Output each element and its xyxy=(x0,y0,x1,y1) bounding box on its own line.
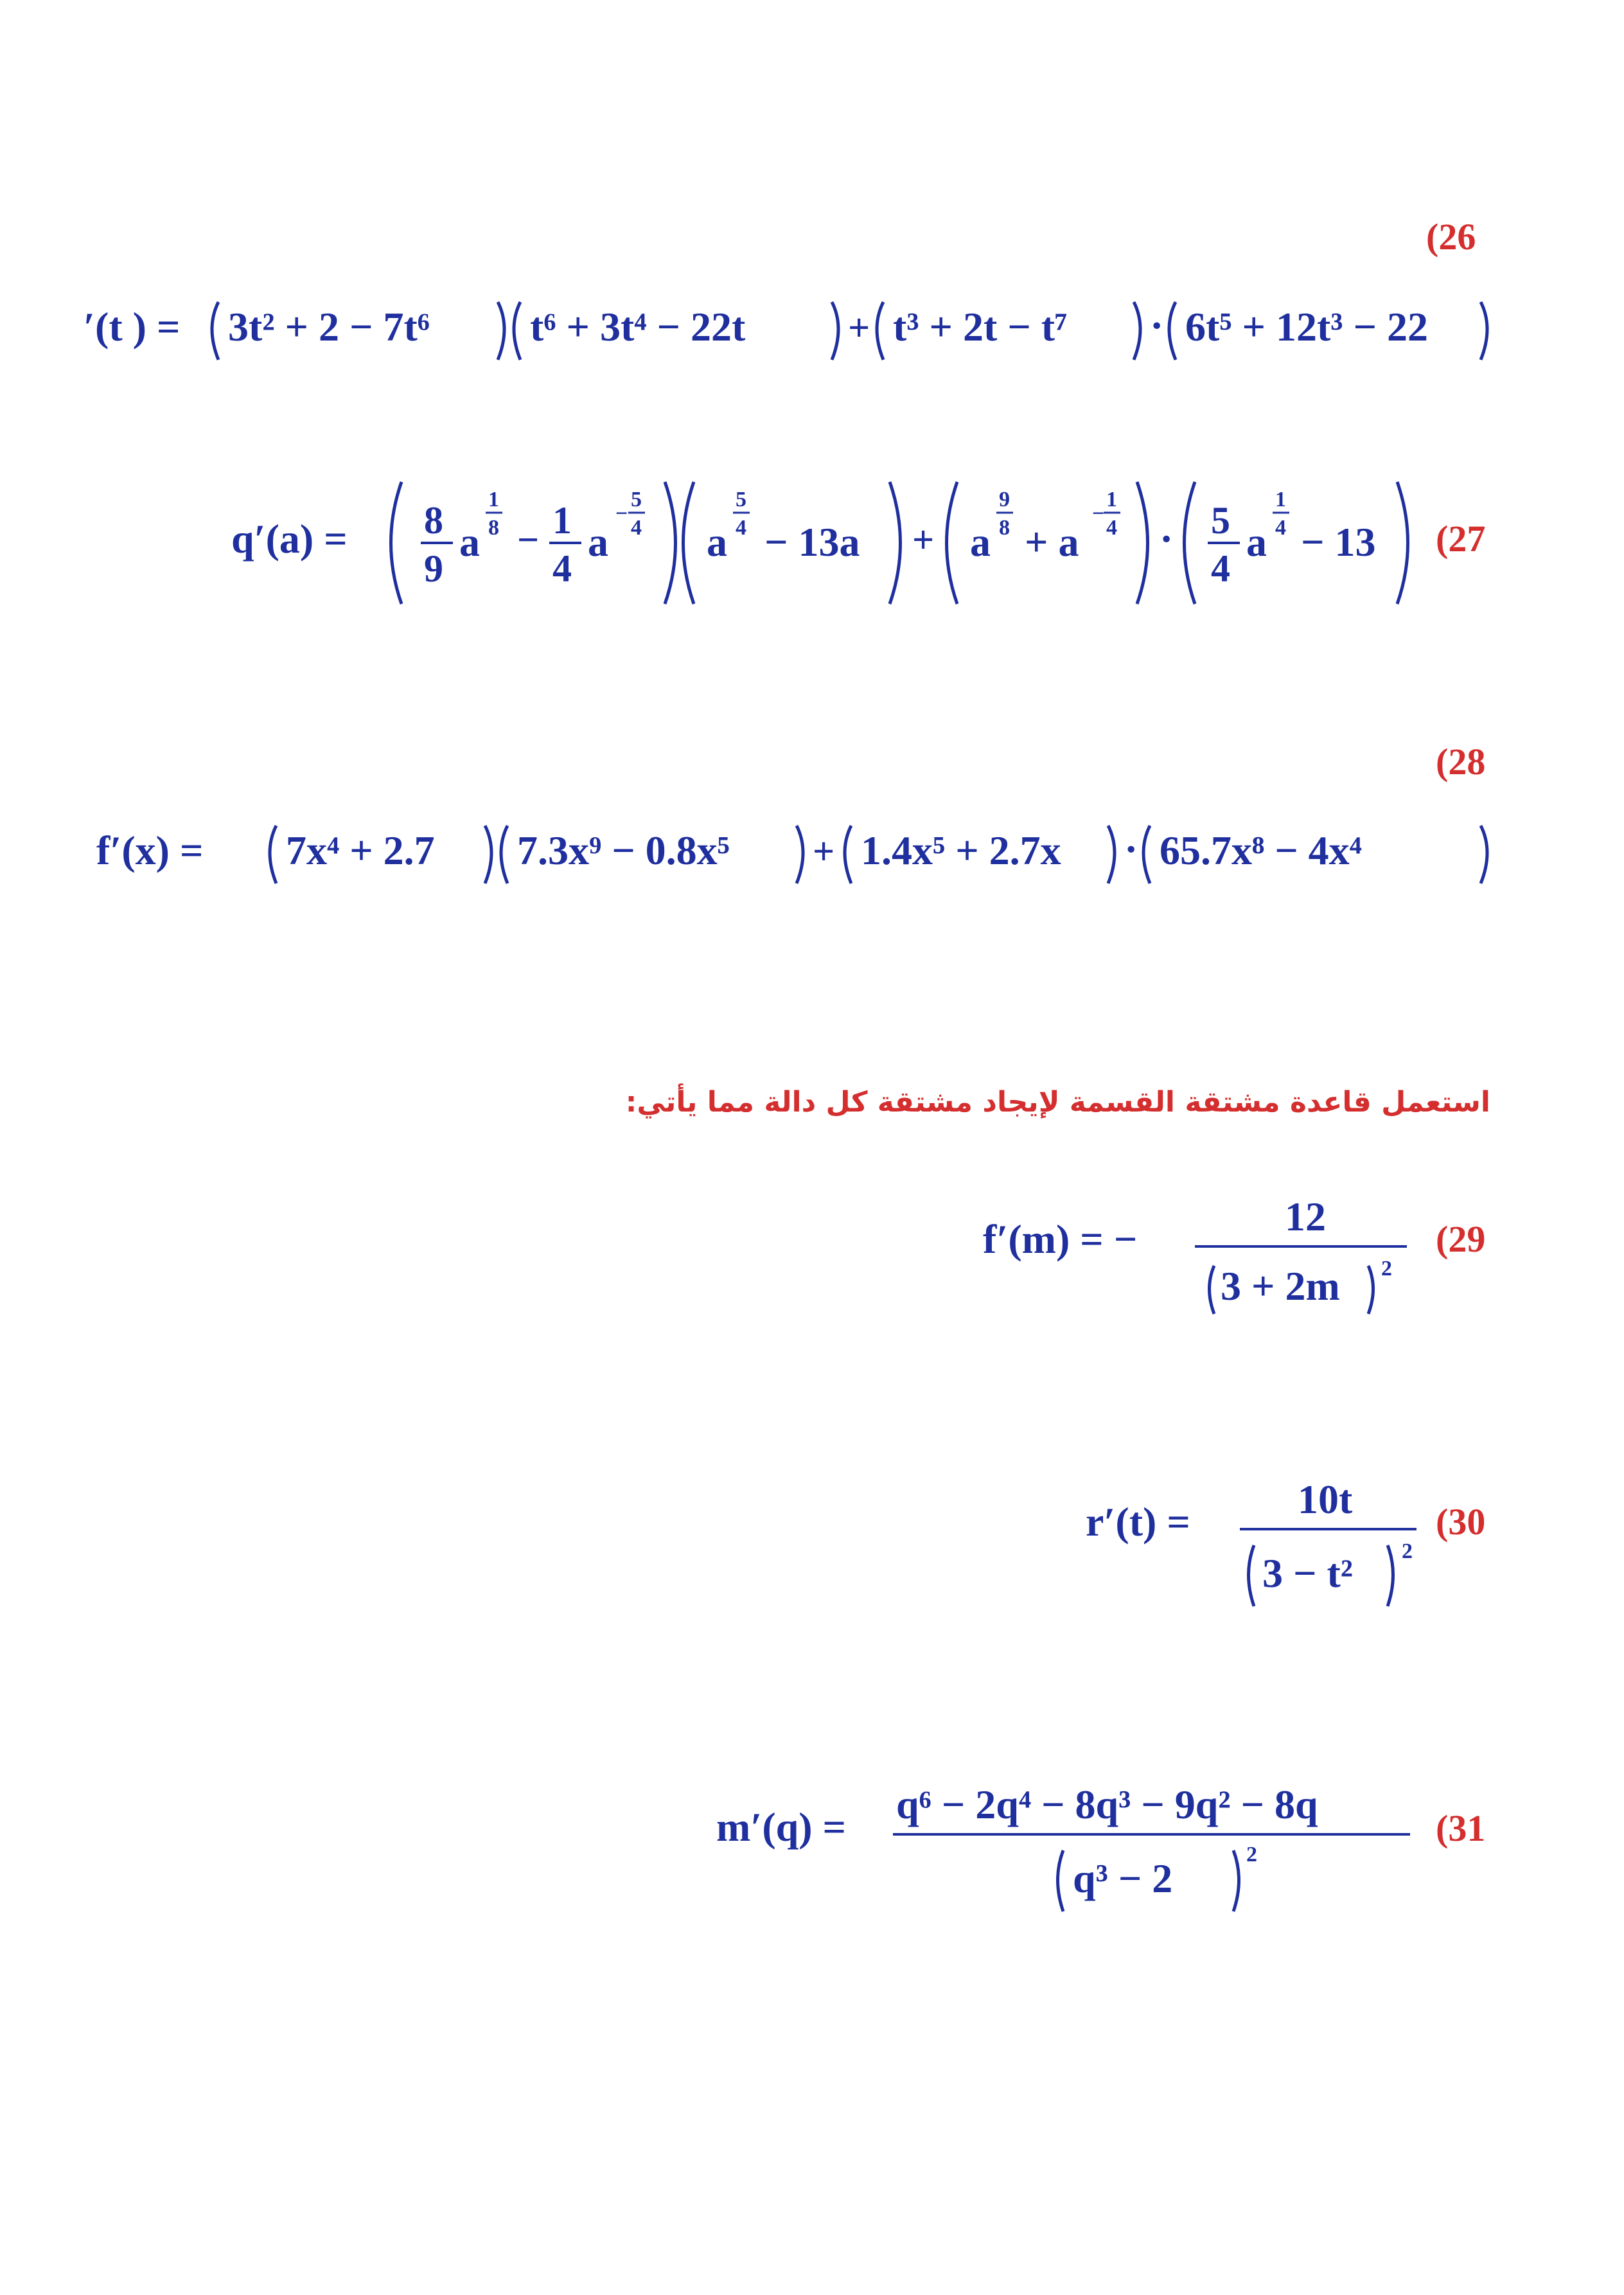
eq27-exp-5-den: 4 xyxy=(1106,516,1117,540)
eq27-exp-4-num: 9 xyxy=(999,488,1010,511)
eq27-exp-5-num: 1 xyxy=(1106,488,1117,511)
eq27-lhs: q′(a) = xyxy=(231,516,348,562)
eq27-exp-6-num: 1 xyxy=(1275,488,1286,511)
eq27-plus: + xyxy=(912,518,935,561)
eq27-exp-2-den: 4 xyxy=(631,516,642,540)
equation-31 xyxy=(716,1770,1429,1924)
eq28-factor-4: 65.7x⁸ − 4x⁴ xyxy=(1160,828,1362,873)
eq27-var-a-1: a xyxy=(459,519,480,565)
eq29-power: 2 xyxy=(1381,1257,1392,1280)
eq27-var-a-2: a xyxy=(588,519,608,565)
eq26-factor-3: t³ + 2t − t⁷ xyxy=(893,304,1068,350)
eq26-factor-4: 6t⁵ + 12t³ − 22 xyxy=(1185,304,1428,350)
eq28-plus: + xyxy=(813,830,835,873)
problem-number-26: (26 xyxy=(1426,216,1476,258)
eq28-factor-1: 7x⁴ + 2.7 xyxy=(286,828,435,873)
problem-number-31: (31 xyxy=(1436,1807,1486,1849)
eq29-lhs: f′(m) = − xyxy=(983,1216,1138,1262)
equation-27 xyxy=(231,469,1426,617)
eq27-coef-1-num: 8 xyxy=(424,499,443,542)
problem-number-30: (30 xyxy=(1436,1501,1486,1543)
section-instruction: استعمل قاعدة مشتقة القسمة لإيجاد مشتقة كل دالة مما يأتي: xyxy=(625,1086,1490,1119)
eq27-exp-2-sign: − xyxy=(615,502,628,526)
eq29-denominator: 3 + 2m xyxy=(1221,1263,1340,1309)
eq31-numerator: q⁶ − 2q⁴ − 8q³ − 9q² − 8q xyxy=(896,1782,1318,1827)
eq30-denominator: 3 − t² xyxy=(1262,1550,1353,1596)
eq31-denominator: q³ − 2 xyxy=(1073,1856,1173,1901)
eq29-numerator: 12 xyxy=(1285,1194,1326,1239)
problem-number-29: (29 xyxy=(1436,1218,1486,1260)
eq30-numerator: 10t xyxy=(1298,1476,1353,1522)
eq27-exp-2-num: 5 xyxy=(631,488,642,511)
eq27-term-13: − 13 xyxy=(1301,519,1376,565)
equation-30 xyxy=(1086,1468,1433,1622)
eq26-dot: · xyxy=(1150,303,1164,348)
eq27-exp-1-num: 1 xyxy=(488,488,499,511)
eq27-coef-1-den: 9 xyxy=(424,547,443,590)
eq27-exp-3-num: 5 xyxy=(736,488,746,511)
eq28-lhs: f′(x) = xyxy=(96,828,204,873)
equation-26 xyxy=(84,283,1497,373)
eq27-coef-2-den: 4 xyxy=(552,547,572,590)
eq27-var-a-5: a xyxy=(1246,519,1267,565)
eq27-coef-3-num: 5 xyxy=(1211,499,1230,542)
eq26-factor-1: 3t² + 2 − 7t⁶ xyxy=(228,304,430,350)
eq26-plus: + xyxy=(848,306,870,349)
eq27-exp-3-den: 4 xyxy=(736,516,746,540)
eq27-exp-6-den: 4 xyxy=(1275,516,1286,540)
eq27-exp-1-den: 8 xyxy=(488,516,499,540)
eq30-power: 2 xyxy=(1402,1539,1413,1563)
eq27-plus-a: + a xyxy=(1025,519,1079,565)
eq31-lhs: m′(q) = xyxy=(716,1804,846,1850)
eq27-exp-4-den: 8 xyxy=(999,516,1010,540)
eq27-var-a-4: a xyxy=(970,519,991,565)
eq27-dot: · xyxy=(1160,516,1174,562)
equation-29 xyxy=(983,1182,1420,1324)
eq27-term-13a: − 13a xyxy=(764,519,860,565)
eq27-coef-3-den: 4 xyxy=(1211,547,1230,590)
eq26-factor-2: t⁶ + 3t⁴ − 22t xyxy=(530,304,746,350)
eq28-dot: · xyxy=(1124,826,1138,872)
equation-28 xyxy=(96,806,1510,896)
eq27-coef-2-num: 1 xyxy=(552,499,572,542)
eq31-power: 2 xyxy=(1246,1843,1257,1866)
problem-number-28: (28 xyxy=(1436,741,1486,783)
eq27-var-a-3: a xyxy=(707,519,727,565)
eq27-exp-5-sign: − xyxy=(1092,502,1105,526)
eq27-minus-1: − xyxy=(517,518,540,561)
problem-number-27: (27 xyxy=(1436,518,1486,560)
eq26-lhs: ′(t ) = xyxy=(84,304,181,350)
eq28-factor-3: 1.4x⁵ + 2.7x xyxy=(861,828,1061,873)
eq30-lhs: r′(t) = xyxy=(1086,1499,1190,1545)
eq28-factor-2: 7.3x⁹ − 0.8x⁵ xyxy=(517,828,730,873)
